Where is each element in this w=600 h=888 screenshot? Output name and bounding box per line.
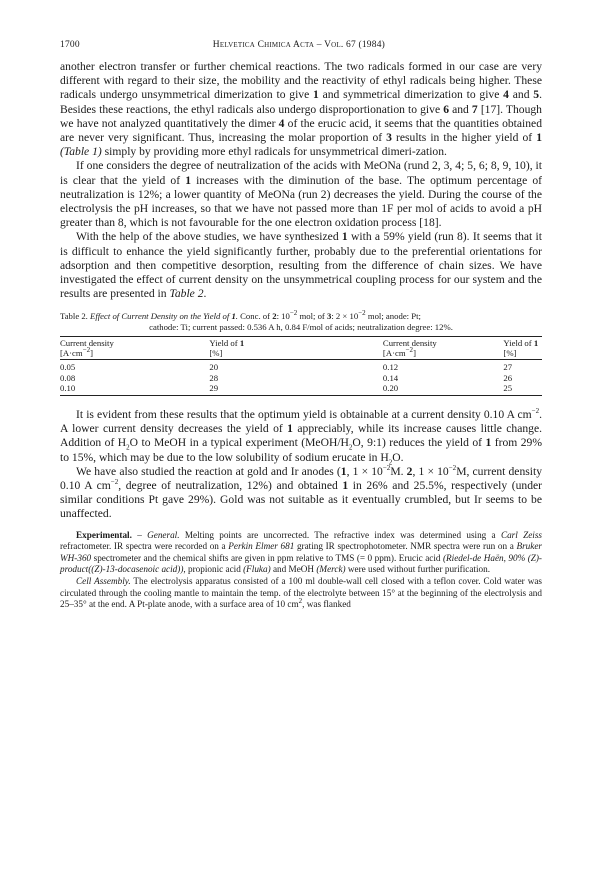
table-caption: Table 2. Effect of Current Density on the Yield of 1. Conc. of 2: $10^{-2}$ mol; of 3: $2 \times 10^{-2}$ mol; anode: Pt; cathode: Ti; current passed: 0.536 A h, 0.84 F/mol of acids; neutralization degree: 12%.	[60, 309, 453, 333]
header-yield: Yield of 1 [%]	[209, 338, 245, 359]
paragraph-neutralization: If one considers the degree of neutralization of the acids with MeONa (rund 2, 3, 4; 5, 6; 8, 9, 10), it is clear that the yield of 1 increases with the diminution of the base. The optimum percentage of neutralization is 12%; a lower quantity of MeONa (run 2) decreases the yield. During the course of the electrolysis the pH increases, so that we have not passed more than 1F per mol of acids to avoid a pH greater than 8, which is not favourable for the one electron oxidation process [18].	[60, 159, 542, 230]
table-row	[60, 383, 542, 396]
cell-yield: 28	[209, 372, 219, 383]
running-title: Helvetica Chimica Acta – Vol. 67 (1984)	[212, 40, 386, 50]
header-current-density-2: Current density $[A\cdot cm^{-2}]$	[382, 338, 437, 359]
page-header	[60, 40, 542, 50]
paragraph-cell-assembly: Cell Assembly. The electrolysis apparatus consisted of a 100 ml double-wall cell closed with a teflon cover. Cold water was circulated through the cooling mantle to maintain the temp. of the electrolyte between 15° at the beginning of the electrolysis and 25–35° at the end. A Pt-plate anode, with a surface area of 10 $cm^2$, was flanked	[60, 576, 542, 610]
cell-cd: 0.10	[60, 382, 76, 393]
header-yield-2: Yield of 1 [%]	[503, 338, 539, 359]
page	[60, 40, 542, 611]
header-current-density: Current density $[A\cdot cm^{-2}]$	[60, 338, 114, 359]
cell-yield: 26	[503, 372, 513, 383]
data-table	[60, 336, 542, 396]
cell-yield: 25	[503, 382, 513, 393]
table-row	[60, 373, 542, 383]
paragraph-radicals: another electron transfer or further chemical reactions. The two radicals formed in our case are very different with regard to their size, the mobility and the reactivity of ethyl radicals being higher. These radicals undergo unsymmetrical dimerization to give 1 and symmetrical dimerization to give 4 and 5. Besides these reactions, the ethyl radicals also undergo disproportionation to give 6 and 7 [17]. Though we have not analyzed quantitatively the dimer 4 of the erucic acid, it seems that the quantities obtained are never very significant. Thus, increasing the molar proportion of 3 results in the higher yield of 1 (Table 1) simply by providing more ethyl radicals for unsymmetrical dimeri-zation.	[60, 60, 542, 159]
paragraph-current-density: It is evident from these results that the optimum yield is obtainable at a current density 0.10 A $cm^{-2}$. A lower current density decreases the yield of 1 appreciably, while its increase causes little change. Addition of $H_2O$ to MeOH in a typical experiment ($MeOH/H_2O$, 9:1) reduces the yield of 1 from 29% to 15%, which may be due to the low solubility of sodium erucate in $H_2O$.	[60, 407, 542, 466]
paragraph-synthesis: With the help of the above studies, we have synthesized 1 with a 59% yield (run 8). It seems that it is difficult to enhance the yield significantly further, probably due to the preferential orientations for adsorption and then competitive desorption, resulting from the difference of chain sizes. We have investigated the effect of current density on the unsymmetrical coupling process for our system and the results are presented in Table 2.	[60, 230, 542, 301]
paragraph-anodes: We have also studied the reaction at gold and Ir anodes (1, $1 \times 10^{-2}M$. 2, $1 \times 10^{-2}M$, current density 0.10 A $cm^{-2}$, degree of neutralization, 12%) and obtained 1 in 26% and 25.5%, respectively (under similar conditions Pt gave 29%). Gold was not suitable as it eventually crumbled, but Ir seems to be unaffected.	[60, 464, 543, 521]
page-number: 1700	[60, 40, 80, 50]
cell-cd: 0.12	[382, 362, 399, 373]
cell-cd: 0.14	[382, 372, 399, 383]
cell-cd: 0.20	[382, 382, 399, 393]
table-header-row	[60, 337, 542, 360]
cell-yield: 20	[209, 362, 219, 373]
cell-yield: 29	[209, 382, 219, 393]
paragraph-experimental: Experimental. – General. Melting points are uncorrected. The refractive index was determined using a Carl Zeiss refractometer. IR spectra were recorded on a Perkin Elmer 681 grating IR spectrophotometer. NMR spectra were run on a Bruker WH-360 spectrometer and the chemical shifts are given in ppm relative to TMS (= 0 ppm). Erucic acid (Riedel-de Haën, 90% (Z)-product((Z)-13-docasenoic acid)), propionic acid (Fluka) and MeOH (Merck) were used without further purification.	[60, 529, 543, 575]
table-row	[60, 360, 542, 373]
cell-yield: 27	[503, 362, 513, 373]
cell-cd: 0.05	[60, 362, 76, 373]
cell-cd: 0.08	[60, 372, 76, 383]
